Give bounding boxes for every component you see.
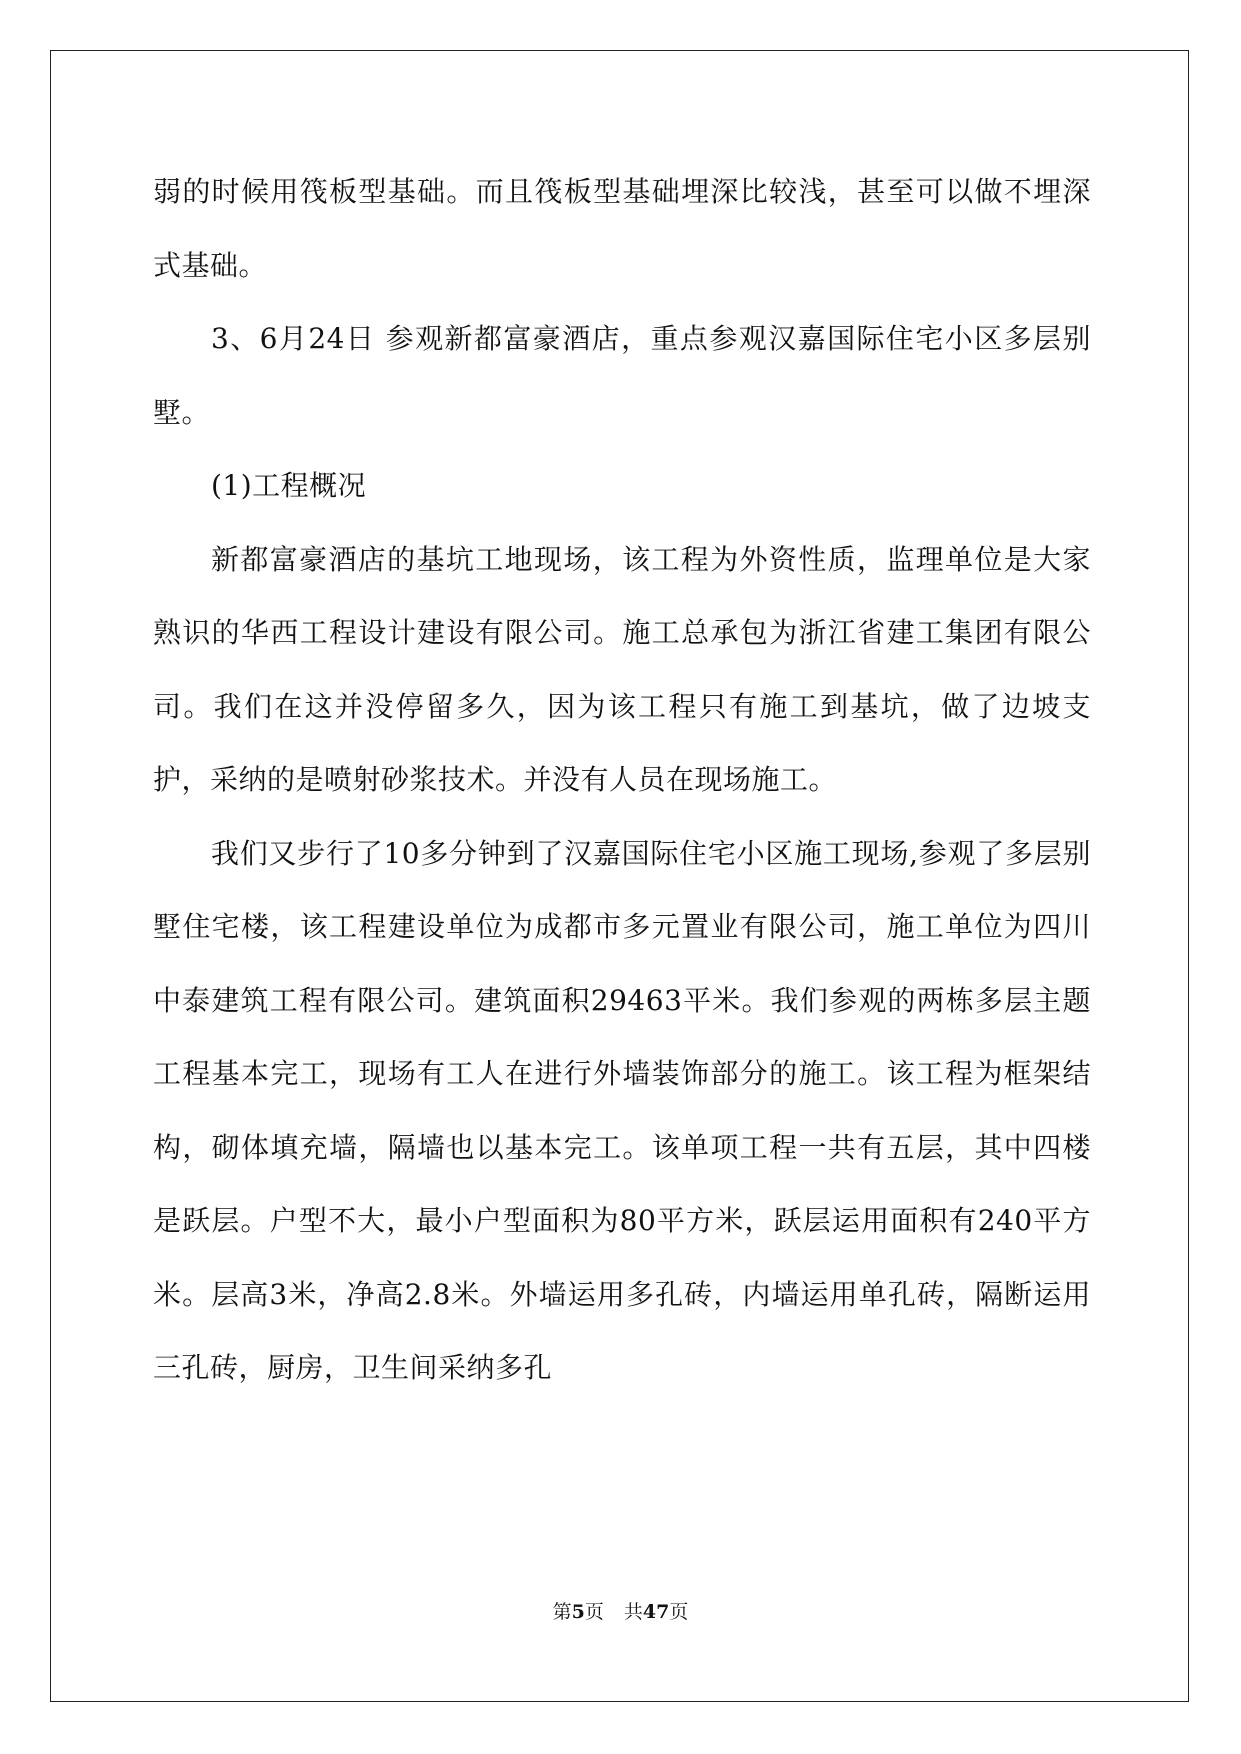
- section-heading: (1)工程概况: [211, 469, 367, 502]
- page-suffix: 页: [584, 1601, 604, 1623]
- page-footer: [0, 1600, 1241, 1624]
- paragraph-4: 我们又步行了10多分钟到了汉嘉国际住宅小区施工现场,参观了多层别墅住宅楼，该工程建设单位为成都市多元置业有限公司，施工单位为四川中泰建筑工程有限公司。建筑面积29463平米。我们参观的两栋多层主题工程基本完工，现场有工人在进行外墙装饰部分的施工。该工程为框架结构，砌体填充墙，隔墙也以基本完工。该单项工程一共有五层，其中四楼是跃层。户型不大，最小户型面积为80平方米，跃层运用面积有240平方米。层高3米，净高2.8米。外墙运用多孔砖，内墙运用单孔砖，隔断运用三孔砖，厨房，卫生间采纳多孔: [153, 836, 1091, 1384]
- paragraph-2: 3、6月24日 参观新都富豪酒店，重点参观汉嘉国际住宅小区多层别墅。: [153, 322, 1091, 429]
- document-body: [153, 155, 1091, 1405]
- total-pages: 47: [642, 1601, 670, 1623]
- paragraph-3: 新都富豪酒店的基坑工地现场，该工程为外资性质，监理单位是大家熟识的华西工程设计建设有限公司。施工总承包为浙江省建工集团有限公司。我们在这并没停留多久，因为该工程只有施工到基坑，做了边坡支护，采纳的是喷射砂浆技术。并没有人员在现场施工。: [153, 542, 1091, 796]
- total-suffix: 页: [669, 1601, 689, 1623]
- total-prefix: 共: [623, 1601, 643, 1623]
- paragraph-1: 弱的时候用筏板型基础。而且筏板型基础埋深比较浅，甚至可以做不埋深式基础。: [153, 175, 1091, 282]
- page-number: 5: [571, 1601, 585, 1623]
- page-prefix: 第: [552, 1601, 572, 1623]
